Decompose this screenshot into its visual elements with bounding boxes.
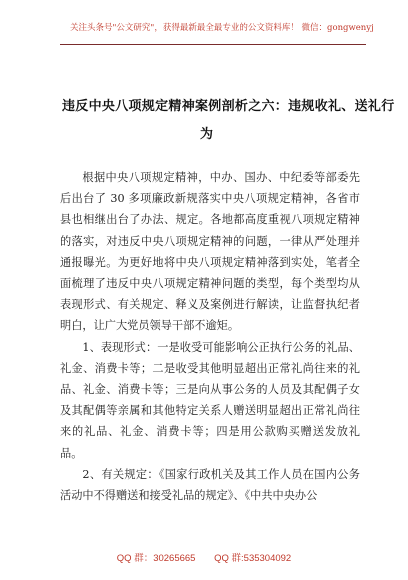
footer-qq-group-2: QQ 群:535304092 <box>214 553 292 564</box>
document-body <box>60 167 360 506</box>
document-title: 违反中央八项规定精神案例剖析之六：违规收礼、送礼行 <box>62 99 395 114</box>
paragraph-intro: 根据中央八项规定精神，中办、国办、中纪委等部委先后出台了 30 多项廉政新规落实中央八项规定精神，各省市县也相继出台了办法、规定。各地都高度重视八项规定精神的落实，对违反中央八项规定精神的问题，一律从严处理并通报曝光。为更好地将中央八项规定精神落到实处，笔者全面梳理了违反中央八项规定精神问题的类型，每个类型均从表现形式、有关规定、释义及案例进行解读，让监督执纪者明白，让广大党员领导干部不逾矩。 <box>60 171 360 333</box>
page-footer <box>0 550 408 564</box>
paragraph-regulations: 2、有关规定：《国家行政机关及其工作人员在国内公务活动中不得赠送和接受礼品的规定》、《中共中央办公 <box>60 467 360 503</box>
paragraph-manifestations: 1、表现形式：一是收受可能影响公正执行公务的礼品、礼金、消费卡等；二是收受其他明显超出正常礼尚往来的礼品、礼金、消费卡等；三是向从事公务的人员及其配偶子女及其配偶等亲属和其他特定关系人赠送明显超出正常礼尚往来的礼品、礼金、消费卡等；四是用公款购买赠送发放礼品。 <box>60 340 360 460</box>
header-divider <box>60 44 366 45</box>
document-title-continuation: 为 <box>200 127 214 142</box>
footer-qq-group-1: QQ 群：30265665 <box>116 553 196 564</box>
header-banner: 关注头条号"公文研究"，获得最新最全最专业的公文资料库！ 微信：gongwenyj <box>70 23 374 33</box>
